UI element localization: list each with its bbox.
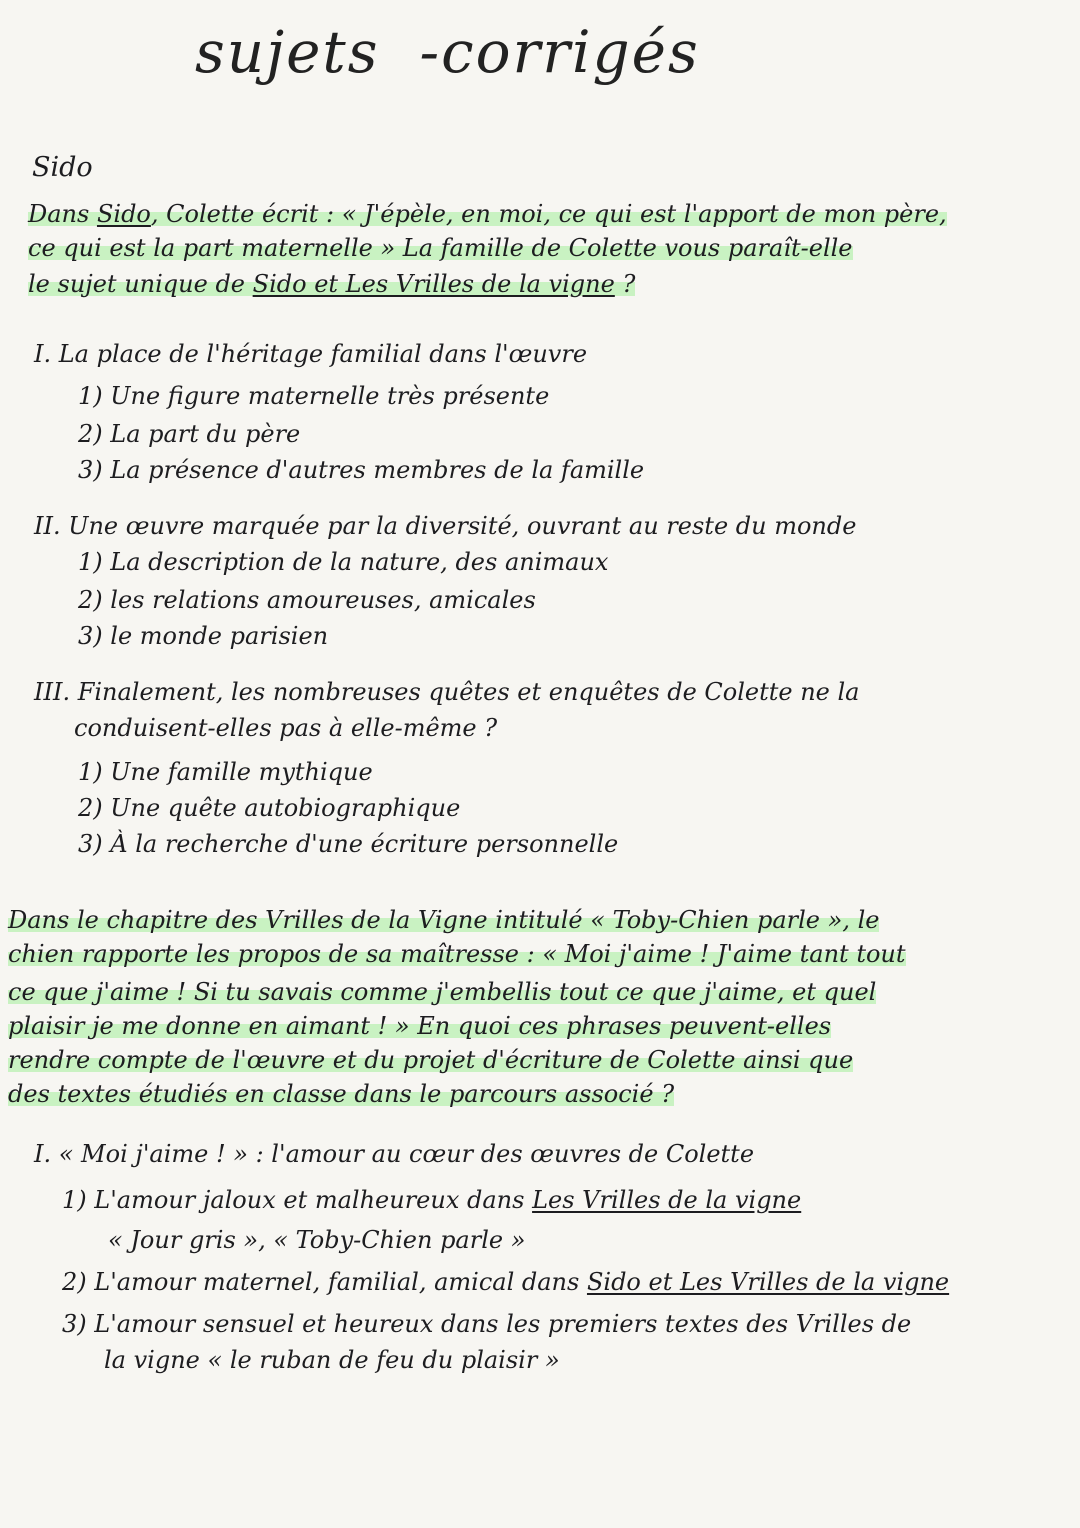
part-1-item-1: 1) Une figure maternelle très présente [78, 382, 550, 410]
section-2-item-3-line-1: 3) L'amour sensuel et heureux dans les premiers textes des Vrilles de [62, 1310, 912, 1338]
part-1-item-2: 2) La part du père [78, 420, 301, 448]
part-3-title-line-1: III. Finalement, les nombreuses quêtes et enquêtes de Colette ne la [34, 678, 860, 706]
section-2-part-1-title: I. « Moi j'aime ! » : l'amour au cœur des œuvres de Colette [34, 1140, 755, 1168]
question-1-line-2: ce qui est la part maternelle » La famille de Colette vous paraît-elle [28, 234, 853, 262]
part-3-title-line-2: conduisent-elles pas à elle-même ? [74, 714, 498, 742]
question-2-line-2: chien rapporte les propos de sa maîtresse : « Moi j'aime ! J'aime tant tout [8, 940, 906, 968]
section-heading-sido: Sido [32, 152, 93, 183]
part-3-item-3: 3) À la recherche d'une écriture personnelle [78, 830, 619, 858]
part-1-item-3: 3) La présence d'autres membres de la famille [78, 456, 645, 484]
question-2-line-5: rendre compte de l'œuvre et du projet d'écriture de Colette ainsi que [8, 1046, 854, 1074]
title-part-1: sujets [195, 18, 380, 86]
part-2-item-1: 1) La description de la nature, des animaux [78, 548, 609, 576]
section-2-item-1: 1) L'amour jaloux et malheureux dans Les Vrilles de la vigne [62, 1186, 802, 1214]
page-title [195, 18, 700, 86]
part-1-title: I. La place de l'héritage familial dans l'œuvre [34, 340, 588, 368]
question-1-line-1: Dans Sido, Colette écrit : « J'épèle, en moi, ce qui est l'apport de mon père, [28, 200, 947, 228]
question-2-line-1: Dans le chapitre des Vrilles de la Vigne intitulé « Toby-Chien parle », le [8, 906, 880, 934]
question-2-line-4: plaisir je me donne en aimant ! » En quoi ces phrases peuvent-elles [8, 1012, 832, 1040]
question-2-line-3: ce que j'aime ! Si tu savais comme j'embellis tout ce que j'aime, et quel [8, 978, 877, 1006]
part-2-item-3: 3) le monde parisien [78, 622, 329, 650]
question-2-line-6: des textes étudiés en classe dans le parcours associé ? [8, 1080, 675, 1108]
part-2-title: II. Une œuvre marquée par la diversité, ouvrant au reste du monde [34, 512, 857, 540]
part-3-item-2: 2) Une quête autobiographique [78, 794, 461, 822]
question-1-line-3: le sujet unique de Sido et Les Vrilles de la vigne ? [28, 270, 636, 298]
title-part-2: -corrigés [419, 18, 700, 86]
section-2-item-3-line-2: la vigne « le ruban de feu du plaisir » [104, 1346, 560, 1374]
part-3-item-1: 1) Une famille mythique [78, 758, 373, 786]
section-2-item-2: 2) L'amour maternel, familial, amical dans Sido et Les Vrilles de la vigne [62, 1268, 950, 1296]
section-2-item-1-continuation: « Jour gris », « Toby-Chien parle » [108, 1226, 526, 1254]
part-2-item-2: 2) les relations amoureuses, amicales [78, 586, 536, 614]
